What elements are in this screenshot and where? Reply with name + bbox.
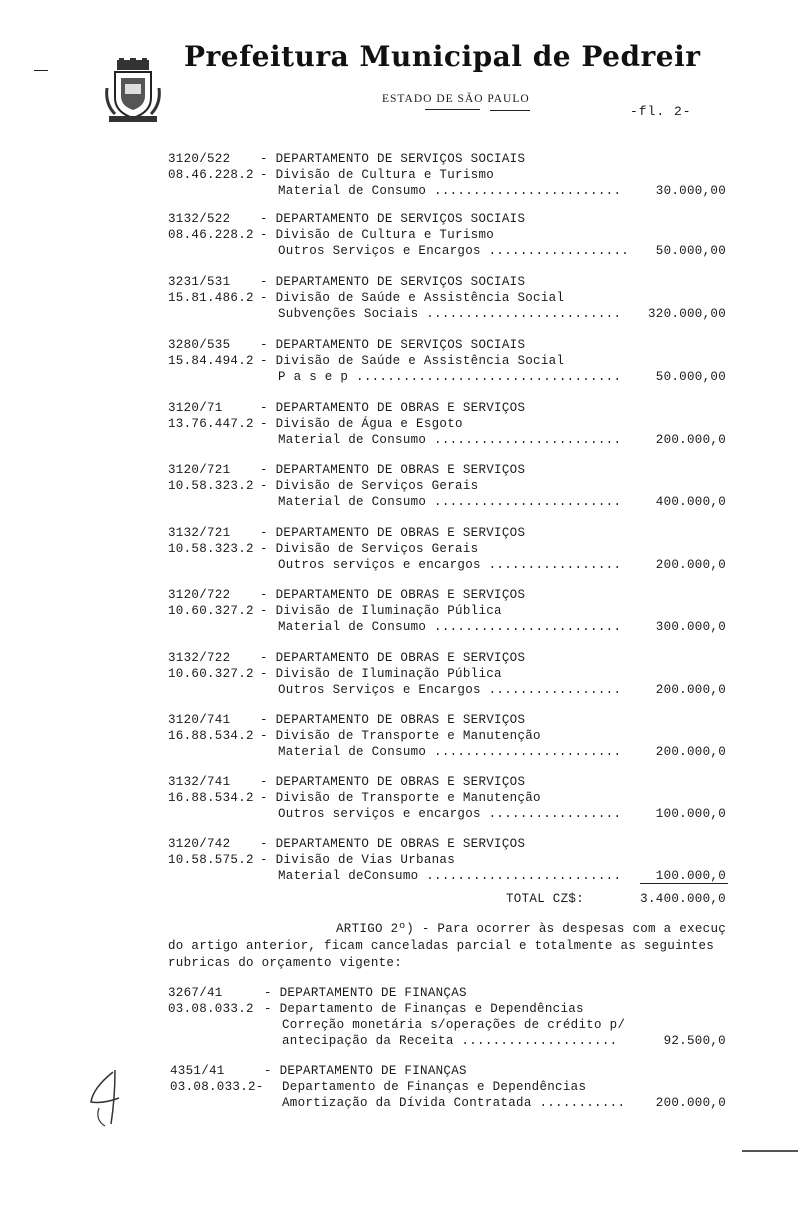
article-line-1: ARTIGO 2º) - Para ocorrer às despesas com a execuç xyxy=(336,922,727,936)
entry-code: 3120/741 xyxy=(168,713,231,727)
entry-div-text: Divisão de Iluminação Pública xyxy=(275,604,502,618)
entry-dept-text: DEPARTAMENTO DE OBRAS E SERVIÇOS xyxy=(275,526,526,540)
entry-dept: - DEPARTAMENTO DE OBRAS E SERVIÇOS xyxy=(260,837,526,851)
entry-div-text: Divisão de Vias Urbanas xyxy=(275,853,456,867)
entry-func: 10.58.323.2 xyxy=(168,479,254,493)
entry-func: 10.60.327.2 xyxy=(168,667,254,681)
entry-dept: - DEPARTAMENTO DE FINANÇAS xyxy=(264,986,467,1000)
entry-dept-text: DEPARTAMENTO DE OBRAS E SERVIÇOS xyxy=(275,775,526,789)
entry-div: - Divisão de Serviços Gerais xyxy=(260,542,479,556)
entry-value: 100.000,0 xyxy=(655,869,726,883)
entry-code: 3120/522 xyxy=(168,152,231,166)
entry-div: - Divisão de Saúde e Assistência Social xyxy=(260,354,565,368)
entry-dept-text: DEPARTAMENTO DE OBRAS E SERVIÇOS xyxy=(275,588,526,602)
entry-item: Material de Consumo ........................ xyxy=(278,184,622,198)
entry-dept-text: DEPARTAMENTO DE OBRAS E SERVIÇOS xyxy=(275,401,526,415)
entry-div-text: Divisão de Serviços Gerais xyxy=(275,542,479,556)
entry-dept: - DEPARTAMENTO DE SERVIÇOS SOCIAIS xyxy=(260,152,526,166)
entry-dept-text: DEPARTAMENTO DE SERVIÇOS SOCIAIS xyxy=(275,212,526,226)
entry-item-2: antecipação da Receita .................... xyxy=(282,1034,618,1048)
entry-item: Outros serviços e encargos ................. xyxy=(278,807,622,821)
entry-value: 320.000,00 xyxy=(647,307,726,321)
entry-dept-text: DEPARTAMENTO DE OBRAS E SERVIÇOS xyxy=(275,713,526,727)
total-value: 3.400.000,0 xyxy=(640,892,726,906)
subtitle-underline xyxy=(425,109,480,110)
entry-dept: - DEPARTAMENTO DE OBRAS E SERVIÇOS xyxy=(260,401,526,415)
entry-func: 10.58.323.2 xyxy=(168,542,254,556)
entry-div: - Divisão de Cultura e Turismo xyxy=(260,168,495,182)
entry-value: 200.000,0 xyxy=(655,683,726,697)
entry-func: 08.46.228.2 xyxy=(168,228,254,242)
entry-func: 08.46.228.2 xyxy=(168,168,254,182)
entry-dept: - DEPARTAMENTO DE SERVIÇOS SOCIAIS xyxy=(260,338,526,352)
entry-dept-text: DEPARTAMENTO DE OBRAS E SERVIÇOS xyxy=(275,651,526,665)
entry-code: 3120/742 xyxy=(168,837,231,851)
entry-div-text: Divisão de Transporte e Manutenção xyxy=(275,791,541,805)
entry-value: 50.000,00 xyxy=(655,244,726,258)
entry-div: - Divisão de Iluminação Pública xyxy=(260,667,502,681)
entry-div: - Divisão de Água e Esgoto xyxy=(260,417,463,431)
entry-dept-text: DEPARTAMENTO DE SERVIÇOS SOCIAIS xyxy=(275,152,526,166)
entry-code: 3132/522 xyxy=(168,212,231,226)
entry-value: 200.000,0 xyxy=(655,433,726,447)
entry-func: 13.76.447.2 xyxy=(168,417,254,431)
entry-code: 3132/722 xyxy=(168,651,231,665)
entry-dept-text: DEPARTAMENTO DE OBRAS E SERVIÇOS xyxy=(275,463,526,477)
entry-func: 03.08.033.2- xyxy=(170,1080,264,1094)
entry-div-text: Divisão de Saúde e Assistência Social xyxy=(275,354,565,368)
entry-code: 3280/535 xyxy=(168,338,231,352)
entry-div-text: Divisão de Cultura e Turismo xyxy=(275,228,495,242)
entry-item: Outros Serviços e Encargos .................. xyxy=(278,244,630,258)
entry-div: - Divisão de Saúde e Assistência Social xyxy=(260,291,565,305)
entry-div-text: Divisão de Iluminação Pública xyxy=(275,667,502,681)
entry-code: 3120/721 xyxy=(168,463,231,477)
entry-code: 3231/531 xyxy=(168,275,231,289)
entry-div: - Divisão de Cultura e Turismo xyxy=(260,228,495,242)
entry-dept: - DEPARTAMENTO DE OBRAS E SERVIÇOS xyxy=(260,651,526,665)
entry-item: Material de Consumo ........................ xyxy=(278,433,622,447)
entry-value: 30.000,00 xyxy=(655,184,726,198)
article-line-2: do artigo anterior, ficam canceladas parcial e totalmente as seguintes xyxy=(168,939,715,953)
div-text: Departamento de Finanças e Dependências xyxy=(279,1002,584,1016)
entry-value: 300.000,0 xyxy=(655,620,726,634)
entry-div: - Divisão de Transporte e Manutenção xyxy=(260,791,541,805)
entry-item-1: Correção monetária s/operações de crédito p/ xyxy=(282,1018,626,1032)
entry-item: Material de Consumo ........................ xyxy=(278,745,622,759)
entry-func: 10.60.327.2 xyxy=(168,604,254,618)
entry-func: 10.58.575.2 xyxy=(168,853,254,867)
dept-text: DEPARTAMENTO DE FINANÇAS xyxy=(279,1064,467,1078)
entry-value: 200.000,0 xyxy=(655,1096,726,1110)
handwritten-margin-mark xyxy=(66,1050,112,1112)
entry-value: 50.000,00 xyxy=(655,370,726,384)
entry-dept: - DEPARTAMENTO DE SERVIÇOS SOCIAIS xyxy=(260,212,526,226)
entry-dept: - DEPARTAMENTO DE OBRAS E SERVIÇOS xyxy=(260,463,526,477)
entry-value: 400.000,0 xyxy=(655,495,726,509)
entry-func: 16.88.534.2 xyxy=(168,791,254,805)
entry-dept-text: DEPARTAMENTO DE SERVIÇOS SOCIAIS xyxy=(275,338,526,352)
entry-dept: - DEPARTAMENTO DE OBRAS E SERVIÇOS xyxy=(260,588,526,602)
entry-div: - Divisão de Serviços Gerais xyxy=(260,479,479,493)
entry-code: 3132/741 xyxy=(168,775,231,789)
entry-value: 200.000,0 xyxy=(655,558,726,572)
entry-value: 92.500,0 xyxy=(663,1034,726,1048)
entry-code: 3120/722 xyxy=(168,588,231,602)
entry-func: 15.84.494.2 xyxy=(168,354,254,368)
entry-div: Departamento de Finanças e Dependências xyxy=(282,1080,587,1094)
entry-code: 4351/41 xyxy=(170,1064,225,1078)
entry-item-1: Amortização da Dívida Contratada ........... xyxy=(282,1096,626,1110)
page-title: Prefeitura Municipal de Pedreir xyxy=(184,40,701,73)
entry-div: - Departamento de Finanças e Dependências xyxy=(264,1002,584,1016)
state-subtitle: ESTADO DE SÃO PAULO xyxy=(382,93,530,105)
entry-item: Material de Consumo ........................ xyxy=(278,495,622,509)
entry-item: P a s e p .................................. xyxy=(278,370,622,384)
entry-func: 15.81.486.2 xyxy=(168,291,254,305)
entry-code: 3120/71 xyxy=(168,401,223,415)
entry-item: Outros Serviços e Encargos ................. xyxy=(278,683,622,697)
entry-div: - Divisão de Vias Urbanas xyxy=(260,853,456,867)
scan-mark xyxy=(34,70,48,71)
entry-dept: - DEPARTAMENTO DE OBRAS E SERVIÇOS xyxy=(260,775,526,789)
entry-dept: - DEPARTAMENTO DE OBRAS E SERVIÇOS xyxy=(260,713,526,727)
folio-number: -fl. 2- xyxy=(630,104,692,119)
entry-value: 200.000,0 xyxy=(655,745,726,759)
entry-div-text: Divisão de Transporte e Manutenção xyxy=(275,729,541,743)
entry-item: Subvenções Sociais ......................... xyxy=(278,307,622,321)
entry-dept-text: DEPARTAMENTO DE SERVIÇOS SOCIAIS xyxy=(275,275,526,289)
entry-item: Material de Consumo ........................ xyxy=(278,620,622,634)
scan-mark xyxy=(742,1150,798,1152)
entry-div-text: Divisão de Cultura e Turismo xyxy=(275,168,495,182)
dept-text: DEPARTAMENTO DE FINANÇAS xyxy=(279,986,467,1000)
entry-code: 3132/721 xyxy=(168,526,231,540)
subtitle-underline-2 xyxy=(490,110,530,111)
entry-div: - Divisão de Transporte e Manutenção xyxy=(260,729,541,743)
entry-item: Material deConsumo ......................... xyxy=(278,869,622,883)
entry-div-text: Divisão de Água e Esgoto xyxy=(275,417,463,431)
article-line-3: rubricas do orçamento vigente: xyxy=(168,956,403,970)
coat-of-arms-logo xyxy=(84,40,144,106)
entry-func: 16.88.534.2 xyxy=(168,729,254,743)
entry-value: 100.000,0 xyxy=(655,807,726,821)
entry-func: 03.08.033.2 xyxy=(168,1002,254,1016)
entry-dept: - DEPARTAMENTO DE OBRAS E SERVIÇOS xyxy=(260,526,526,540)
entry-dept: - DEPARTAMENTO DE SERVIÇOS SOCIAIS xyxy=(260,275,526,289)
total-label: TOTAL CZ$: xyxy=(506,892,585,906)
total-underline xyxy=(640,883,728,884)
entry-div: - Divisão de Iluminação Pública xyxy=(260,604,502,618)
entry-div-text: Divisão de Serviços Gerais xyxy=(275,479,479,493)
entry-div-text: Divisão de Saúde e Assistência Social xyxy=(275,291,565,305)
entry-dept-text: DEPARTAMENTO DE OBRAS E SERVIÇOS xyxy=(275,837,526,851)
entry-item: Outros serviços e encargos ................. xyxy=(278,558,622,572)
entry-dept: - DEPARTAMENTO DE FINANÇAS xyxy=(264,1064,467,1078)
entry-code: 3267/41 xyxy=(168,986,223,1000)
